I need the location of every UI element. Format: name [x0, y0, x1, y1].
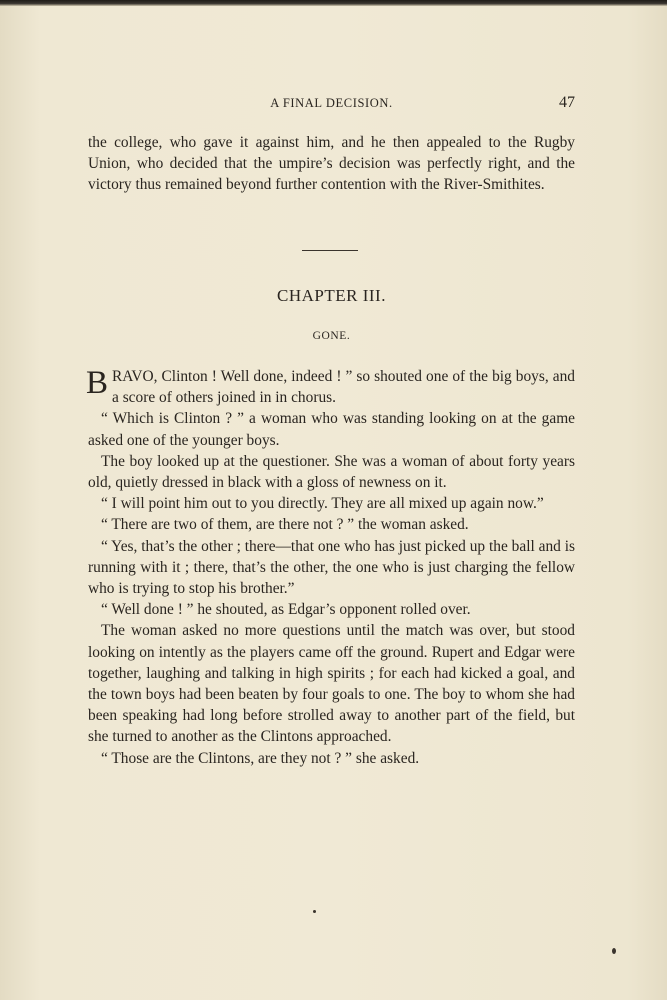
section-divider — [302, 250, 358, 251]
running-title: A FINAL DECISION. — [270, 96, 393, 110]
paragraph: “ I will point him out to you directly. They are all mixed up again now.” — [101, 495, 544, 513]
chapter-title: CHAPTER III. — [277, 286, 386, 305]
drop-cap: B — [86, 365, 109, 401]
paragraph: “ Well done ! ” he shouted, as Edgar’s opponent rolled over. — [101, 601, 471, 619]
chapter-body — [88, 366, 575, 769]
page-number: 47 — [559, 94, 575, 111]
opening-paragraph — [88, 366, 575, 408]
continuation-text — [88, 132, 575, 196]
paragraph: “ Yes, that’s the other ; there—that one who has just picked up the ball and is running with it ; there, that’s the other, the one who is just charging the fellow who is trying to stop his brother.” — [88, 537, 575, 598]
chapter-subtitle: GONE. — [312, 330, 351, 342]
page-top-edge — [0, 0, 667, 6]
page-header — [88, 94, 575, 116]
paragraph: “ There are two of them, are there not ? ” the woman asked. — [101, 516, 469, 534]
opening-paragraph-text: RAVO, Clinton ! Well done, indeed ! ” so shouted one of the big boys, and a score of others joined in in chorus. — [112, 368, 575, 407]
ink-speck — [313, 910, 316, 913]
paragraph: “ Those are the Clintons, are they not ? ” she asked. — [101, 749, 420, 767]
paragraph: The boy looked up at the questioner. She was a woman of about forty years old, quietly dressed in black with a gloss of newness on it. — [88, 452, 575, 492]
paragraph: The woman asked no more questions until the match was over, but stood looking on intently as the players came off the ground. Rupert and Edgar were together, laughing and talking in high spirits ; for each had kicked a goal, and the town boys had been beaten by four goals to one. The boy to whom she had been speaking had long before strolled away to another part of the field, but she turned to another as the Clintons approached. — [88, 622, 575, 746]
continuation-paragraph: the college, who gave it against him, and he then appealed to the Rugby Union, who decided that the umpire’s decision was perfectly right, and the victory thus remained beyond further contention with the River-Smithites. — [88, 134, 575, 194]
paragraph: “ Which is Clinton ? ” a woman who was standing looking on at the game asked one of the younger boys. — [88, 410, 575, 449]
ink-speck — [612, 948, 616, 954]
